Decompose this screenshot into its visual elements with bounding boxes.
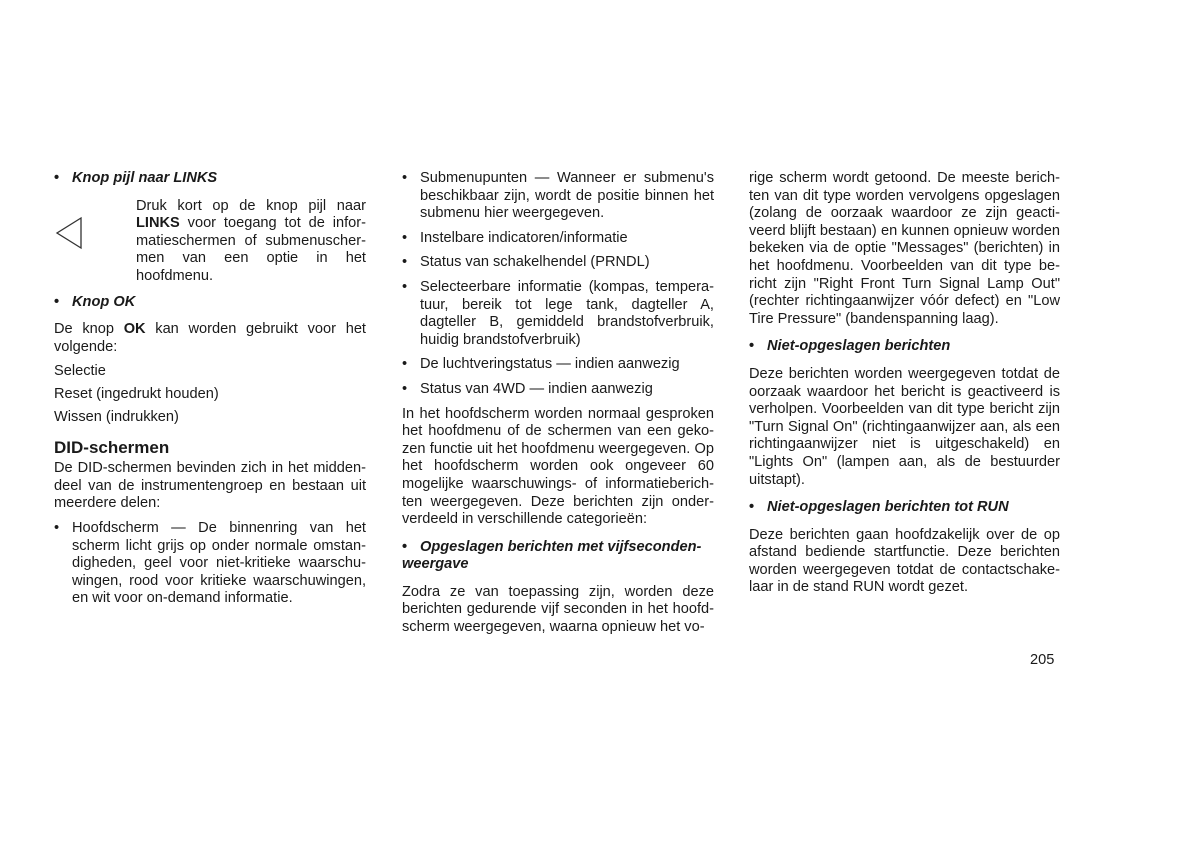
- links-description-row: [54, 198, 366, 286]
- bullet: •: [402, 538, 408, 555]
- line-reset: Reset (ingedrukt houden): [54, 385, 219, 402]
- unstored-messages-paragraph: Deze berichten worden weergegeven totdat de oorzaak waardoor het bericht is geactiveerd is verholpen. Voorbeelden van dit type bericht zijn "Turn Signal On" (richtingaanwijzer aan, als een richtingaanwijzer niet is uitgeschakeld) en "Lights On" (lampen aan, als de bestuurder uitstapt).: [749, 365, 1060, 488]
- bullet: •: [402, 254, 408, 271]
- column-left: [54, 170, 366, 615]
- unstored-run-paragraph: Deze berichten gaan hoofdzakelijk over de op afstand bediende startfunctie. Deze berichten worden weergegeven totdat de contactschakelaar in de stand RUN wordt gezet.: [749, 526, 1060, 596]
- bullet: •: [402, 380, 408, 397]
- list-item: [402, 170, 714, 223]
- list-item-text: Status van 4WD — indien aanwezig: [420, 380, 653, 397]
- list-item-text: De luchtveringstatus — indien aanwezig: [420, 356, 680, 373]
- bullet: •: [749, 338, 755, 355]
- heading-links-button: [54, 170, 366, 188]
- column-middle: [402, 170, 714, 644]
- section-heading-did: DID-schermen: [54, 438, 170, 458]
- heading-unstored-run: [749, 499, 1060, 517]
- bullet: •: [54, 519, 60, 536]
- bullet: •: [402, 229, 408, 246]
- heading-ok-button: [54, 294, 366, 312]
- heading-unstored-text: Niet-opgeslagen berichten: [767, 338, 951, 355]
- heading-stored-messages: [402, 539, 714, 574]
- links-description: Druk kort op de knop pijl naar LINKS voor toegang tot de informatieschermen of submenuschermen van een optie in het hoofdmenu.: [136, 197, 366, 284]
- list-item: [402, 381, 714, 399]
- page-number: 205: [1030, 652, 1055, 668]
- heading-links-text: Knop pijl naar LINKS: [72, 170, 218, 186]
- bullet: •: [402, 356, 408, 373]
- did-list: [54, 520, 366, 608]
- ok-description: De knop OK kan worden gebruikt voor het volgende:: [54, 321, 366, 355]
- bullet: •: [402, 278, 408, 295]
- bullet: •: [749, 499, 755, 516]
- stored-messages-continued: rige scherm wordt getoond. De meeste berichten van dit type worden vervolgens opgeslagen (zolang de oorzaak waardoor ze zijn geactiveerd blijft bestaan) en kunnen opnieuw worden bekeken via de optie "Messages" (berichten) in het hoofdmenu. Voorbeelden van dit type bericht zijn "Right Front Turn Signal Lamp Out" (rechter richtingaanwijzer vóór defect) en "Low Tire Pressure" (bandenspanning laag).: [749, 170, 1060, 327]
- list-item: [402, 230, 714, 248]
- main-screen-paragraph: In het hoofdscherm worden normaal gesproken het hoofdmenu of de schermen van een gekozen functie uit het hoofdmenu weergegeven. Op het hoofdscherm worden ook ongeveer 60 mogelijke waarschuwings- of informatieberichten weergegeven. Deze berichten zijn onderverdeeld in verschillende categorieën:: [402, 405, 714, 528]
- list-item-text: Status van schakelhendel (PRNDL): [420, 254, 650, 271]
- heading-run-text: Niet-opgeslagen berichten tot RUN: [767, 499, 1009, 516]
- heading-unstored-messages: [749, 338, 1060, 356]
- list-item: [402, 279, 714, 349]
- left-triangle-arrow-icon: [54, 198, 136, 286]
- bullet: •: [54, 170, 60, 186]
- stored-messages-paragraph: Zodra ze van toepassing zijn, worden deze berichten gedurende vijf seconden in het hoofdscherm weergegeven, waarna opnieuw het vo-: [402, 583, 714, 636]
- list-item: [402, 254, 714, 272]
- list-item-text: Instelbare indicatoren/informatie: [420, 229, 628, 246]
- did-intro: De DID-schermen bevinden zich in het middendeel van de instrumentengroep en bestaan uit meerdere delen:: [54, 460, 366, 512]
- list-item-text: Submenupunten — Wanneer er submenu's beschikbaar zijn, wordt de positie binnen het submenu hier weergegeven.: [420, 170, 714, 222]
- bullet: •: [54, 293, 60, 310]
- heading-ok-text: Knop OK: [72, 293, 136, 310]
- list-item-text: Hoofdscherm — De binnenring van het scherm licht grijs op onder normale omstandigheden, geel voor niet-kritieke waarschuwingen, rood voor kritieke waarschuwingen, en wit voor on-demand informatie.: [72, 519, 366, 607]
- line-selectie: Selectie: [54, 363, 106, 380]
- bullet: •: [402, 170, 408, 186]
- list-item-text: Selecteerbare informatie (kompas, temperatuur, bereik tot lege tank, dagteller A, dagteller B, gemiddeld brandstofverbruik, huidig brandstofverbruik): [420, 278, 714, 348]
- list-item: [402, 356, 714, 374]
- line-wissen: Wissen (indrukken): [54, 408, 179, 425]
- heading-stored-text: Opgeslagen berichten met vijfseconden-weergave: [402, 538, 702, 573]
- column-right: [749, 170, 1060, 604]
- did-list-continued: [402, 170, 714, 399]
- list-item: [54, 520, 366, 608]
